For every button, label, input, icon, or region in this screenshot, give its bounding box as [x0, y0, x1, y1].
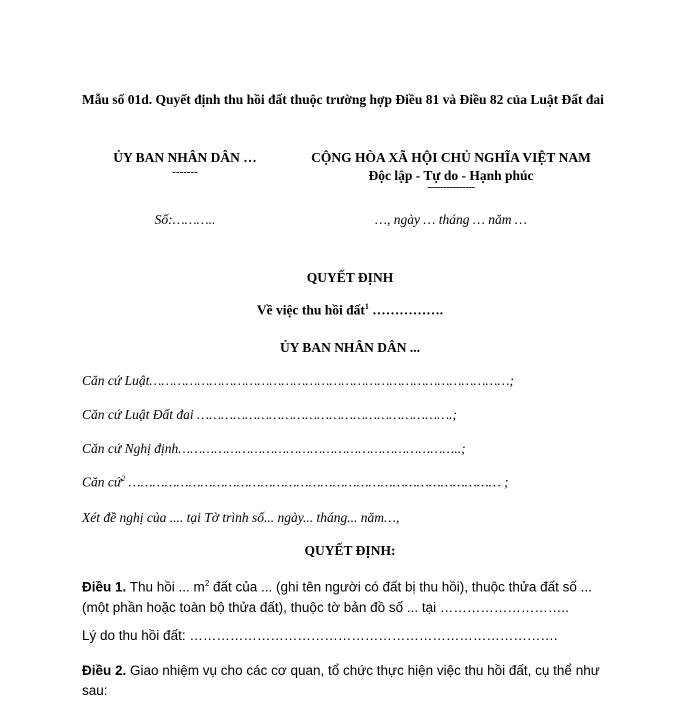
article-1-unit-sup: 2 [204, 579, 210, 588]
motto-divider: --------------- [427, 181, 475, 193]
article-1-text-a: Thu hồi ... m [126, 579, 205, 595]
decision-subject [0, 302, 700, 319]
national-motto: Độc lập - Tự do - Hạnh phúc [368, 168, 534, 183]
authority-divider: ------- [172, 166, 198, 178]
basis-law: Căn cứ Luật………………………………………………………………………………; [82, 373, 514, 388]
decision-subject-dots: ……………. [368, 302, 444, 318]
basis-land-law: Căn cứ Luật Đất đai ……………………………………………………….; [82, 407, 457, 422]
basis-other-prefix: Căn cứ [82, 474, 122, 490]
basis-decree: Căn cứ Nghị định……………………………………………………………..; [82, 441, 466, 456]
article-2-label: Điều 2. [82, 663, 127, 678]
article-2 [82, 661, 622, 701]
article-1-label: Điều 1. [82, 579, 127, 595]
issuing-authority: ỦY BAN NHÂN DÂN … [113, 150, 257, 165]
decision-subject-text: Về việc thu hồi đất [256, 302, 365, 318]
footnote-ref-2: 2 [121, 474, 126, 483]
article-2-text: Giao nhiệm vụ cho các cơ quan, tổ chức thực hiện việc thu hồi đất, cụ thể như sau: [82, 663, 600, 698]
article-1-text-b: đất của ... (ghi tên người có đất bị thu hồi), thuộc thửa đất số ... (một phần hoặc toàn bộ thửa đất), thuộc tờ bản đồ số ... tại ……………………….. [82, 579, 592, 615]
basis-other [82, 474, 509, 491]
land-recovery-reason: Lý do thu hồi đất: ………………………………………………………………………. [82, 628, 558, 643]
form-title: Mẫu số 01d. Quyết định thu hồi đất thuộc trường hợp Điều 81 và Điều 82 của Luật Đất đai [82, 92, 604, 107]
decision-title: QUYẾT ĐỊNH [306, 270, 394, 285]
document-number: Số:……….. [154, 212, 216, 227]
document-date: …, ngày … tháng … năm … [375, 212, 527, 227]
article-1 [82, 574, 622, 618]
national-title: CỘNG HÒA XÃ HỘI CHỦ NGHĨA VIỆT NAM [311, 150, 591, 165]
basis-other-suffix: ………………………………………………………………………………… ; [125, 474, 509, 490]
basis-proposal: Xét đề nghị của .... tại Tờ trình số... ngày... tháng... năm…, [82, 510, 400, 525]
decision-authority: ỦY BAN NHÂN DÂN ... [279, 340, 421, 355]
footnote-ref-1: 1 [364, 302, 369, 311]
decision-heading: QUYẾT ĐỊNH: [304, 543, 396, 558]
